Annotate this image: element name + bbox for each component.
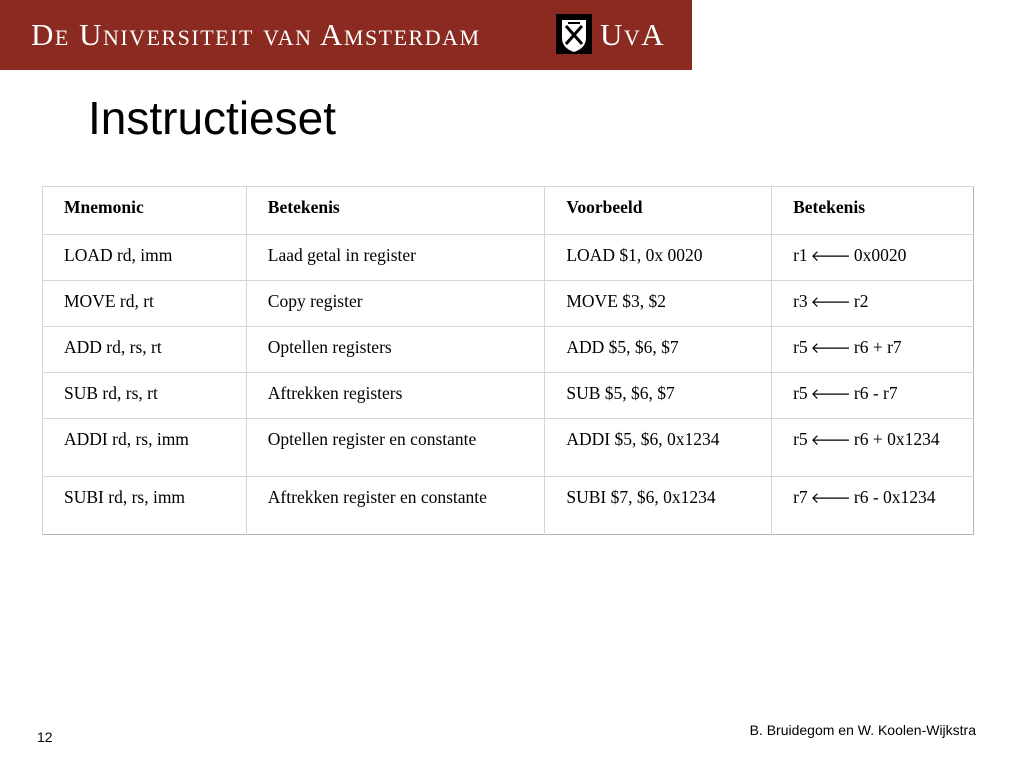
left-arrow-icon: 🡐 (810, 293, 851, 311)
cell-meaning: Copy register (246, 281, 545, 327)
left-arrow-icon: 🡐 (810, 489, 851, 507)
instruction-table (42, 186, 974, 535)
cell-expr: r6 - 0x1234 (853, 487, 936, 507)
cell-example: LOAD $1, 0x 0020 (545, 235, 772, 281)
cell-mnemonic: SUB rd, rs, rt (43, 373, 247, 419)
cell-dest: r7 (793, 487, 808, 507)
table-row (43, 235, 974, 281)
cell-example: ADD $5, $6, $7 (545, 327, 772, 373)
cell-example: MOVE $3, $2 (545, 281, 772, 327)
cell-dest: r3 (793, 291, 808, 311)
cell-semantics (772, 235, 974, 281)
left-arrow-icon: 🡐 (810, 247, 851, 265)
cell-expr: r6 - r7 (853, 383, 898, 403)
header-example: Voorbeeld (545, 187, 772, 235)
cell-semantics (772, 281, 974, 327)
banner-university-name: De Universiteit van Amsterdam (31, 17, 481, 52)
university-banner (0, 0, 692, 70)
table-header-row (43, 187, 974, 235)
table-row (43, 281, 974, 327)
cell-meaning: Laad getal in register (246, 235, 545, 281)
slide-title: Instructieset (88, 92, 336, 144)
cell-meaning: Aftrekken register en constante (246, 477, 545, 535)
cell-expr: 0x0020 (853, 245, 907, 265)
page-number: 12 (37, 729, 53, 745)
cell-mnemonic: LOAD rd, imm (43, 235, 247, 281)
cell-dest: r5 (793, 429, 808, 449)
table-row (43, 419, 974, 477)
left-arrow-icon: 🡐 (810, 339, 851, 357)
cell-semantics (772, 373, 974, 419)
cell-example: SUB $5, $6, $7 (545, 373, 772, 419)
header-semantics: Betekenis (772, 187, 974, 235)
cell-mnemonic: MOVE rd, rt (43, 281, 247, 327)
table-row (43, 477, 974, 535)
cell-meaning: Optellen register en constante (246, 419, 545, 477)
cell-mnemonic: ADDI rd, rs, imm (43, 419, 247, 477)
cell-semantics (772, 327, 974, 373)
banner-uva: UvA (600, 17, 666, 52)
left-arrow-icon: 🡐 (810, 385, 851, 403)
left-arrow-icon: 🡐 (810, 431, 851, 449)
table-row (43, 327, 974, 373)
table-row (43, 373, 974, 419)
cell-meaning: Optellen registers (246, 327, 545, 373)
cell-dest: r5 (793, 337, 808, 357)
cell-mnemonic: SUBI rd, rs, imm (43, 477, 247, 535)
uva-crest-icon (556, 14, 592, 54)
cell-dest: r1 (793, 245, 808, 265)
cell-expr: r6 + 0x1234 (853, 429, 940, 449)
cell-dest: r5 (793, 383, 808, 403)
cell-example: SUBI $7, $6, 0x1234 (545, 477, 772, 535)
cell-expr: r6 + r7 (853, 337, 902, 357)
header-meaning: Betekenis (246, 187, 545, 235)
footer-author: B. Bruidegom en W. Koolen-Wijkstra (749, 722, 976, 738)
header-mnemonic: Mnemonic (43, 187, 247, 235)
cell-meaning: Aftrekken registers (246, 373, 545, 419)
cell-mnemonic: ADD rd, rs, rt (43, 327, 247, 373)
cell-expr: r2 (853, 291, 869, 311)
cell-semantics (772, 477, 974, 535)
cell-example: ADDI $5, $6, 0x1234 (545, 419, 772, 477)
cell-semantics (772, 419, 974, 477)
